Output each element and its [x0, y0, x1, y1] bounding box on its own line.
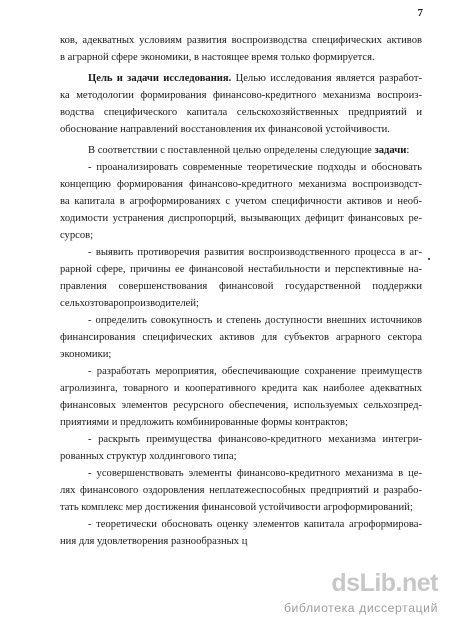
text-line: сельхозтоваропроизводителей; [60, 298, 200, 309]
text-run: В соответствии с поставленной целью определены следующие [88, 145, 375, 156]
scan-speck [428, 258, 430, 260]
text-line: - разработать мероприятия, обеспечивающие сохранение преимуществ [88, 366, 422, 377]
text-line: ков, адекватных условиям развития воспроизводства специфических активов [60, 35, 422, 46]
text-line: - усовершенствовать элементы финансово-кредитного механизма в це- [88, 468, 422, 479]
text-line: приятиями и предложить комбинированные формы контрактов; [60, 417, 348, 428]
watermark [233, 570, 438, 616]
bold-run: Цель и задачи исследования. [88, 73, 232, 84]
text-line: - теоретически обосновать оценку элементов капитала агроформирова- [88, 519, 422, 530]
text-line: ка методологии формирования финансово-кредитного механизма воспроиз- [60, 90, 422, 101]
text-line: ходимости устранения диспропорций, вызывающих дефицит финансовых ре- [60, 213, 422, 224]
text-line: концепцию формирования финансово-кредитного механизма воспроизводст- [60, 179, 422, 190]
text-line: правления совершенствования финансовой государственной поддержки [60, 281, 422, 292]
text-line: лях финансового оздоровления неплатежеспособных предприятий и разрабо- [60, 485, 422, 496]
text-line: финансирования специфических активов для субъектов аграрного сектора [60, 332, 422, 343]
watermark-logo-text: dsLib.net [331, 569, 438, 597]
watermark-subtitle: библиотека диссертаций [283, 601, 438, 615]
text-line: водства специфического капитала сельскохозяйственных предприятий и [60, 107, 422, 118]
text-line: обоснование направлений восстановления их финансовой устойчивости. [60, 124, 390, 135]
page-number: 7 [417, 7, 423, 19]
text-line: агролизинга, товарного и кооперативного кредита как наиболее адекватных [60, 383, 422, 394]
text-line [60, 142, 422, 159]
text-run: Целью исследования является разработ- [231, 73, 422, 84]
text-line [60, 70, 422, 87]
text-run: : [406, 145, 410, 156]
text-line: в аграрной сфере экономики, в настоящее время только формируется. [60, 52, 375, 63]
text-line: - раскрыть преимущества финансово-кредитного механизма интегри- [88, 434, 422, 445]
text-line: ва капитала в агроформированиях с учетом специфичности активов и необ- [60, 196, 422, 207]
text-line: ния для удовлетворения разнообразных ц [60, 536, 248, 547]
text-line: сурсов; [60, 230, 94, 241]
text-line: - проанализировать современные теоретические подходы и обосновать [88, 162, 422, 173]
text-line: - выявить противоречия развития воспроизводственного процесса в аг- [88, 247, 422, 258]
text-line: рованных структур холдингового типа; [60, 451, 237, 462]
text-line: тать комплекс мер достижения финансовой устойчивости агроформирований; [60, 502, 413, 513]
text-line: финансовых элементов ресурсного обеспечения, используемых сельхозпред- [60, 400, 422, 411]
text-line: рарной сфере, причины ее финансовой нестабильности и перспективные на- [60, 264, 422, 275]
text-line: экономики; [60, 349, 112, 360]
text-line: - определить совокупность и степень доступности внешних источников [88, 315, 422, 326]
watermark-logo [318, 570, 438, 596]
document-body [60, 32, 422, 550]
bold-run: задачи [374, 145, 407, 156]
